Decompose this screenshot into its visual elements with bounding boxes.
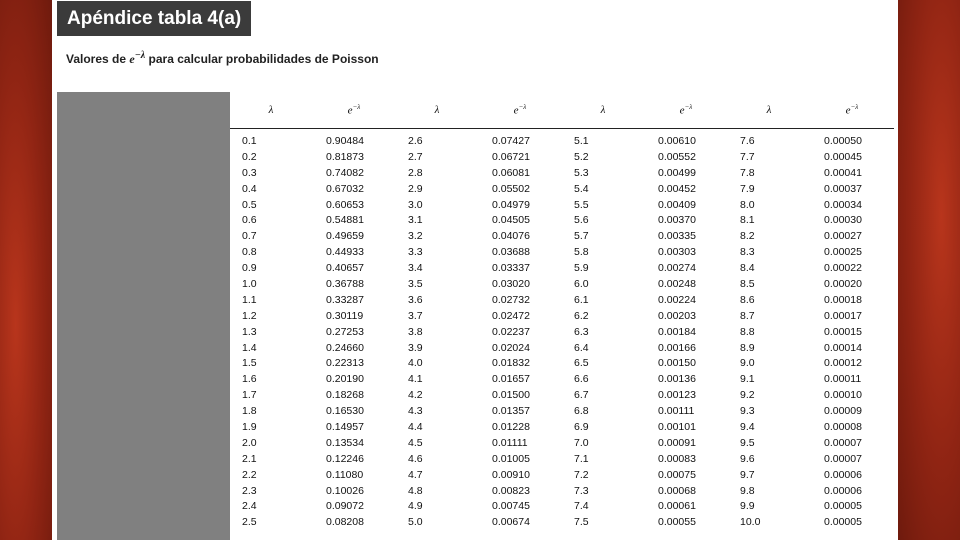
exp-value-cell: 0.27253 (326, 325, 364, 338)
exp-value-cell: 0.67032 (326, 182, 364, 195)
lambda-cell: 0.2 (242, 150, 257, 163)
lambda-cell: 2.4 (242, 500, 257, 513)
lambda-cell: 5.8 (574, 246, 589, 259)
lambda-cell: 7.9 (740, 182, 755, 195)
lambda-cell: 1.2 (242, 309, 257, 322)
header-label: e (347, 104, 353, 117)
lambda-cell: 2.3 (242, 484, 257, 497)
right-red-border (898, 0, 960, 540)
lambda-cell: 7.8 (740, 166, 755, 179)
exp-value-cell: 0.00006 (824, 468, 862, 481)
lambda-cell: 6.5 (574, 357, 589, 370)
exp-value-cell: 0.00020 (824, 277, 862, 290)
exp-value-cell: 0.00101 (658, 420, 696, 433)
header-label: λ (434, 104, 440, 116)
lambda-cell: 4.0 (408, 357, 423, 370)
exp-value-cell: 0.00823 (492, 484, 530, 497)
subtitle-prefix: Valores de (66, 52, 130, 66)
exp-value-cell: 0.00083 (658, 452, 696, 465)
exp-value-cell: 0.44933 (326, 246, 364, 259)
exp-value-cell: 0.03020 (492, 277, 530, 290)
lambda-cell: 9.9 (740, 500, 755, 513)
lambda-cell: 5.9 (574, 262, 589, 275)
lambda-cell: 3.0 (408, 198, 423, 211)
exp-value-cell: 0.00274 (658, 262, 696, 275)
exp-value-cell: 0.00203 (658, 309, 696, 322)
lambda-cell: 6.3 (574, 325, 589, 338)
lambda-cell: 2.8 (408, 166, 423, 179)
lambda-cell: 5.6 (574, 214, 589, 227)
lambda-cell: 4.6 (408, 452, 423, 465)
lambda-cell: 9.7 (740, 468, 755, 481)
column-header-lambda (230, 92, 312, 129)
exp-value-cell: 0.00005 (824, 500, 862, 513)
exp-value-cell: 0.00017 (824, 309, 862, 322)
exp-value-cell: 0.18268 (326, 389, 364, 402)
slide (52, 0, 898, 540)
lambda-cell: 9.0 (740, 357, 755, 370)
lambda-cell: 3.2 (408, 230, 423, 243)
exp-value-cell: 0.00061 (658, 500, 696, 513)
poisson-table (230, 92, 894, 530)
exp-value-cell: 0.00009 (824, 405, 862, 418)
table-body (230, 129, 894, 531)
lambda-cell: 4.8 (408, 484, 423, 497)
exp-value-cell: 0.00041 (824, 166, 862, 179)
table-header-row (230, 92, 894, 129)
lambda-cell: 8.8 (740, 325, 755, 338)
exp-value-cell: 0.40657 (326, 262, 364, 275)
exp-value-cell: 0.33287 (326, 293, 364, 306)
exp-value-cell: 0.03688 (492, 246, 530, 259)
exp-value-cell: 0.00045 (824, 150, 862, 163)
exp-value-cell: 0.01228 (492, 420, 530, 433)
exp-value-cell: 0.00224 (658, 293, 696, 306)
header-exponent: −λ (518, 103, 527, 112)
exp-value-cell: 0.05502 (492, 182, 530, 195)
exp-value-cell: 0.00014 (824, 341, 862, 354)
table-row (230, 419, 894, 435)
exp-value-cell: 0.03337 (492, 262, 530, 275)
table-row (230, 451, 894, 467)
lambda-cell: 0.3 (242, 166, 257, 179)
column-header-exp (312, 92, 396, 129)
exp-value-cell: 0.00552 (658, 150, 696, 163)
lambda-cell: 9.2 (740, 389, 755, 402)
lambda-cell: 7.4 (574, 500, 589, 513)
exp-value-cell: 0.08208 (326, 516, 364, 529)
exp-value-cell: 0.49659 (326, 230, 364, 243)
exp-value-cell: 0.90484 (326, 134, 364, 147)
exp-value-cell: 0.02732 (492, 293, 530, 306)
header-label: λ (766, 104, 772, 116)
exp-value-cell: 0.00011 (824, 373, 862, 386)
lambda-cell: 2.6 (408, 134, 423, 147)
lambda-cell: 4.1 (408, 373, 423, 386)
lambda-cell: 5.4 (574, 182, 589, 195)
exp-value-cell: 0.16530 (326, 405, 364, 418)
exp-value-cell: 0.00452 (658, 182, 696, 195)
lambda-cell: 3.3 (408, 246, 423, 259)
lambda-cell: 8.4 (740, 262, 755, 275)
lambda-cell: 1.9 (242, 420, 257, 433)
exp-value-cell: 0.10026 (326, 484, 364, 497)
table-row (230, 371, 894, 387)
lambda-cell: 6.2 (574, 309, 589, 322)
lambda-cell: 6.7 (574, 389, 589, 402)
header-label: λ (268, 104, 274, 116)
lambda-cell: 5.7 (574, 230, 589, 243)
lambda-cell: 0.9 (242, 262, 257, 275)
table-row (230, 467, 894, 483)
exp-value-cell: 0.01832 (492, 357, 530, 370)
exp-value-cell: 0.00499 (658, 166, 696, 179)
gray-side-panel (57, 92, 230, 540)
exp-value-cell: 0.06721 (492, 150, 530, 163)
exp-value-cell: 0.01111 (492, 436, 528, 449)
exp-value-cell: 0.00136 (658, 373, 696, 386)
lambda-cell: 7.0 (574, 436, 589, 449)
lambda-cell: 7.7 (740, 150, 755, 163)
poisson-table-container (230, 92, 894, 532)
table-row (230, 197, 894, 213)
table-row (230, 260, 894, 276)
lambda-cell: 3.7 (408, 309, 423, 322)
lambda-cell: 2.2 (242, 468, 257, 481)
lambda-cell: 0.8 (242, 246, 257, 259)
exp-value-cell: 0.13534 (326, 436, 364, 449)
column-header-exp (810, 92, 894, 129)
lambda-cell: 0.1 (242, 134, 257, 147)
table-row (230, 276, 894, 292)
exp-value-cell: 0.81873 (326, 150, 364, 163)
lambda-cell: 8.6 (740, 293, 755, 306)
table-row (230, 435, 894, 451)
header-exponent: −λ (352, 103, 361, 112)
lambda-cell: 6.4 (574, 341, 589, 354)
exp-value-cell: 0.60653 (326, 198, 364, 211)
lambda-cell: 0.7 (242, 230, 257, 243)
header-label: e (845, 104, 851, 117)
exp-value-cell: 0.30119 (326, 309, 364, 322)
table-row (230, 212, 894, 228)
table-row (230, 514, 894, 530)
lambda-cell: 1.3 (242, 325, 257, 338)
exp-value-cell: 0.00007 (824, 436, 862, 449)
exp-value-cell: 0.14957 (326, 420, 364, 433)
column-header-exp (644, 92, 728, 129)
exp-value-cell: 0.00335 (658, 230, 696, 243)
exp-value-cell: 0.36788 (326, 277, 364, 290)
exp-value-cell: 0.00745 (492, 500, 530, 513)
exp-value-cell: 0.00610 (658, 134, 696, 147)
lambda-cell: 1.7 (242, 389, 257, 402)
lambda-cell: 2.0 (242, 436, 257, 449)
lambda-cell: 5.0 (408, 516, 423, 529)
lambda-cell: 7.6 (740, 134, 755, 147)
lambda-cell: 2.7 (408, 150, 423, 163)
header-exponent: −λ (850, 103, 859, 112)
lambda-cell: 6.8 (574, 405, 589, 418)
lambda-cell: 0.6 (242, 214, 257, 227)
exp-value-cell: 0.00005 (824, 516, 862, 529)
exp-value-cell: 0.00030 (824, 214, 862, 227)
exp-value-cell: 0.00075 (658, 468, 696, 481)
lambda-cell: 3.6 (408, 293, 423, 306)
exp-value-cell: 0.06081 (492, 166, 530, 179)
lambda-cell: 5.1 (574, 134, 589, 147)
exp-value-cell: 0.00910 (492, 468, 530, 481)
exp-value-cell: 0.00012 (824, 357, 862, 370)
table-row (230, 292, 894, 308)
lambda-cell: 4.2 (408, 389, 423, 402)
lambda-cell: 2.1 (242, 452, 257, 465)
lambda-cell: 8.2 (740, 230, 755, 243)
exp-value-cell: 0.24660 (326, 341, 364, 354)
exp-value-cell: 0.00010 (824, 389, 862, 402)
left-red-border (0, 0, 52, 540)
lambda-cell: 4.9 (408, 500, 423, 513)
lambda-cell: 5.2 (574, 150, 589, 163)
exp-value-cell: 0.00006 (824, 484, 862, 497)
exp-value-cell: 0.74082 (326, 166, 364, 179)
header-exponent: −λ (684, 103, 693, 112)
lambda-cell: 4.4 (408, 420, 423, 433)
table-row (230, 181, 894, 197)
exp-value-cell: 0.00150 (658, 357, 696, 370)
lambda-cell: 9.4 (740, 420, 755, 433)
subtitle-math-e: e (129, 52, 135, 66)
exp-value-cell: 0.22313 (326, 357, 364, 370)
lambda-cell: 1.4 (242, 341, 257, 354)
exp-value-cell: 0.02472 (492, 309, 530, 322)
lambda-cell: 7.5 (574, 516, 589, 529)
exp-value-cell: 0.00409 (658, 198, 696, 211)
table-row (230, 387, 894, 403)
lambda-cell: 8.9 (740, 341, 755, 354)
lambda-cell: 2.9 (408, 182, 423, 195)
exp-value-cell: 0.01657 (492, 373, 530, 386)
lambda-cell: 9.3 (740, 405, 755, 418)
table-row (230, 324, 894, 340)
table-row (230, 355, 894, 371)
lambda-cell: 1.8 (242, 405, 257, 418)
exp-value-cell: 0.00303 (658, 246, 696, 259)
exp-value-cell: 0.00007 (824, 452, 862, 465)
subtitle-suffix: para calcular probabilidades de Poisson (145, 52, 379, 66)
lambda-cell: 10.0 (740, 516, 761, 529)
table-row (230, 340, 894, 356)
table-row (230, 483, 894, 499)
table-row (230, 403, 894, 419)
exp-value-cell: 0.00123 (658, 389, 696, 402)
exp-value-cell: 0.01005 (492, 452, 530, 465)
exp-value-cell: 0.00248 (658, 277, 696, 290)
lambda-cell: 7.1 (574, 452, 589, 465)
table-row (230, 308, 894, 324)
lambda-cell: 9.5 (740, 436, 755, 449)
lambda-cell: 9.6 (740, 452, 755, 465)
lambda-cell: 4.3 (408, 405, 423, 418)
exp-value-cell: 0.00025 (824, 246, 862, 259)
lambda-cell: 8.5 (740, 277, 755, 290)
exp-value-cell: 0.07427 (492, 134, 530, 147)
lambda-cell: 9.1 (740, 373, 755, 386)
lambda-cell: 8.0 (740, 198, 755, 211)
column-header-lambda (562, 92, 644, 129)
lambda-cell: 2.5 (242, 516, 257, 529)
table-row (230, 244, 894, 260)
lambda-cell: 1.5 (242, 357, 257, 370)
exp-value-cell: 0.12246 (326, 452, 364, 465)
lambda-cell: 4.5 (408, 436, 423, 449)
exp-value-cell: 0.11080 (326, 468, 364, 481)
subtitle-math-exponent: −λ (134, 50, 146, 61)
lambda-cell: 3.9 (408, 341, 423, 354)
slide-subtitle (66, 50, 379, 67)
exp-value-cell: 0.00037 (824, 182, 862, 195)
column-header-exp (478, 92, 562, 129)
header-label: λ (600, 104, 606, 116)
exp-value-cell: 0.04505 (492, 214, 530, 227)
exp-value-cell: 0.04076 (492, 230, 530, 243)
exp-value-cell: 0.00050 (824, 134, 862, 147)
lambda-cell: 0.5 (242, 198, 257, 211)
exp-value-cell: 0.00008 (824, 420, 862, 433)
table-row (230, 498, 894, 514)
lambda-cell: 1.6 (242, 373, 257, 386)
lambda-cell: 9.8 (740, 484, 755, 497)
column-header-lambda (728, 92, 810, 129)
lambda-cell: 6.9 (574, 420, 589, 433)
exp-value-cell: 0.00166 (658, 341, 696, 354)
lambda-cell: 4.7 (408, 468, 423, 481)
lambda-cell: 3.8 (408, 325, 423, 338)
lambda-cell: 1.1 (242, 293, 257, 306)
lambda-cell: 7.2 (574, 468, 589, 481)
exp-value-cell: 0.54881 (326, 214, 364, 227)
exp-value-cell: 0.00111 (658, 405, 695, 418)
lambda-cell: 1.0 (242, 277, 257, 290)
exp-value-cell: 0.00184 (658, 325, 696, 338)
table-row (230, 149, 894, 165)
exp-value-cell: 0.00370 (658, 214, 696, 227)
table-row (230, 129, 894, 149)
lambda-cell: 3.1 (408, 214, 423, 227)
header-label: e (679, 104, 685, 117)
exp-value-cell: 0.00015 (824, 325, 862, 338)
column-header-lambda (396, 92, 478, 129)
lambda-cell: 8.3 (740, 246, 755, 259)
exp-value-cell: 0.00034 (824, 198, 862, 211)
exp-value-cell: 0.00055 (658, 516, 696, 529)
exp-value-cell: 0.04979 (492, 198, 530, 211)
lambda-cell: 8.7 (740, 309, 755, 322)
exp-value-cell: 0.00674 (492, 516, 530, 529)
lambda-cell: 6.1 (574, 293, 589, 306)
header-label: e (513, 104, 519, 117)
exp-value-cell: 0.00027 (824, 230, 862, 243)
exp-value-cell: 0.00068 (658, 484, 696, 497)
exp-value-cell: 0.02024 (492, 341, 530, 354)
lambda-cell: 0.4 (242, 182, 257, 195)
exp-value-cell: 0.01357 (492, 405, 530, 418)
lambda-cell: 3.5 (408, 277, 423, 290)
lambda-cell: 3.4 (408, 262, 423, 275)
table-row (230, 165, 894, 181)
exp-value-cell: 0.01500 (492, 389, 530, 402)
exp-value-cell: 0.00018 (824, 293, 862, 306)
lambda-cell: 7.3 (574, 484, 589, 497)
lambda-cell: 6.0 (574, 277, 589, 290)
lambda-cell: 5.5 (574, 198, 589, 211)
exp-value-cell: 0.00022 (824, 262, 862, 275)
exp-value-cell: 0.20190 (326, 373, 364, 386)
exp-value-cell: 0.02237 (492, 325, 530, 338)
table-row (230, 228, 894, 244)
lambda-cell: 8.1 (740, 214, 755, 227)
lambda-cell: 5.3 (574, 166, 589, 179)
exp-value-cell: 0.00091 (658, 436, 696, 449)
lambda-cell: 6.6 (574, 373, 589, 386)
exp-value-cell: 0.09072 (326, 500, 364, 513)
slide-title: Apéndice tabla 4(a) (57, 1, 251, 36)
